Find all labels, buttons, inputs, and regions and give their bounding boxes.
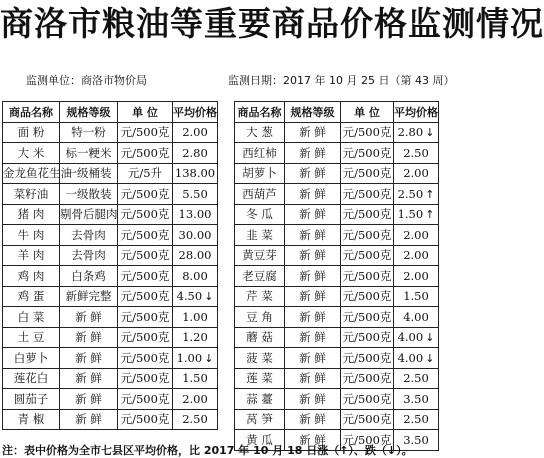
item-unit: 元/500克 [341, 389, 394, 410]
item-price [394, 204, 439, 225]
table-row [235, 307, 439, 328]
item-unit: 元/500克 [341, 286, 394, 307]
item-grade: 新 鲜 [60, 409, 118, 430]
price-value: 28.00 [178, 248, 212, 263]
monitoring-date: 监测日期：2017 年 10 月 25 日（第 43 周） [228, 74, 455, 87]
item-unit: 元/500克 [341, 307, 394, 328]
table-row [235, 184, 439, 205]
table-row [3, 143, 218, 164]
item-grade: 一级桶装 [60, 163, 118, 184]
item-unit: 元/500克 [118, 266, 173, 287]
item-grade: 剔骨后腿肉 [60, 204, 118, 225]
item-price [173, 409, 218, 430]
item-grade: 一级散装 [60, 184, 118, 205]
item-price [394, 266, 439, 287]
price-table-left [2, 101, 218, 430]
table-row [235, 163, 439, 184]
item-name: 芹 菜 [235, 286, 285, 307]
item-name: 羊 肉 [3, 245, 60, 266]
item-price [173, 225, 218, 246]
item-name: 黄豆芽 [235, 245, 285, 266]
item-unit: 元/500克 [118, 327, 173, 348]
item-grade: 新 鲜 [285, 204, 341, 225]
item-name: 大 葱 [235, 122, 285, 143]
price-value: 1.50 [403, 289, 429, 304]
price-value: 2.80 [397, 125, 424, 140]
price-value: 13.00 [178, 207, 212, 222]
price-value: 1.20 [182, 330, 208, 345]
item-grade: 新 鲜 [285, 368, 341, 389]
table-row [235, 389, 439, 410]
item-grade: 新 鲜 [285, 225, 341, 246]
item-price [173, 368, 218, 389]
item-name: 莲 菜 [235, 368, 285, 389]
item-unit: 元/500克 [341, 184, 394, 205]
header-name: 商品名称 [3, 102, 60, 123]
table-row [235, 245, 439, 266]
item-price [394, 389, 439, 410]
item-name: 白 菜 [3, 307, 60, 328]
arrow-down-icon: ↓ [204, 290, 214, 304]
price-value: 30.00 [178, 227, 212, 242]
item-grade: 去骨肉 [60, 225, 118, 246]
item-grade: 新 鲜 [285, 122, 341, 143]
price-value: 4.50 [176, 289, 203, 304]
price-value: 1.50 [182, 371, 208, 386]
price-value: 1.00 [176, 350, 203, 365]
item-name: 面 粉 [3, 122, 60, 143]
item-name: 黄 瓜 [235, 430, 285, 451]
footnote: 注：表中价格为全市七县区平均价格，比 2017 年 10 月 18 日涨（↑）、跌（↓）。 [2, 444, 413, 457]
item-unit: 元/500克 [118, 245, 173, 266]
header-unit: 单 位 [118, 102, 173, 123]
item-unit: 元/500克 [341, 348, 394, 369]
table-row [3, 368, 218, 389]
table-row [3, 307, 218, 328]
item-unit: 元/500克 [341, 122, 394, 143]
table-row [235, 122, 439, 143]
arrow-up-icon: ↑ [425, 208, 435, 222]
item-price [394, 163, 439, 184]
item-name: 莲花白 [3, 368, 60, 389]
item-price [173, 143, 218, 164]
item-name: 莴 笋 [235, 409, 285, 430]
table-row [3, 409, 218, 430]
table-row [235, 368, 439, 389]
price-value: 2.00 [403, 248, 429, 263]
table-row [3, 348, 218, 369]
price-value: 3.50 [403, 432, 429, 447]
price-value: 2.50 [403, 145, 429, 160]
item-name: 菜籽油 [3, 184, 60, 205]
item-grade: 新 鲜 [285, 163, 341, 184]
item-name: 金龙鱼花生油 [3, 163, 60, 184]
item-grade: 新 鲜 [60, 348, 118, 369]
item-grade: 去骨肉 [60, 245, 118, 266]
item-grade: 新 鲜 [285, 245, 341, 266]
table-row [235, 143, 439, 164]
page-title: 商洛市粮油等重要商品价格监测情况 [0, 4, 544, 43]
item-name: 冬 瓜 [235, 204, 285, 225]
header-name: 商品名称 [235, 102, 285, 123]
price-value: 138.00 [174, 166, 216, 181]
table-row [3, 184, 218, 205]
item-price [394, 184, 439, 205]
item-price [173, 307, 218, 328]
item-grade: 新 鲜 [60, 307, 118, 328]
item-price [394, 286, 439, 307]
item-unit: 元/500克 [118, 225, 173, 246]
arrow-down-icon: ↓ [425, 126, 435, 140]
item-price [173, 348, 218, 369]
item-grade: 特一粉 [60, 122, 118, 143]
item-price [394, 122, 439, 143]
table-row [3, 245, 218, 266]
item-grade: 新 鲜 [285, 348, 341, 369]
item-unit: 元/500克 [341, 430, 394, 451]
price-value: 2.00 [403, 166, 429, 181]
item-unit: 元/500克 [341, 327, 394, 348]
item-price [173, 163, 218, 184]
item-unit: 元/500克 [341, 225, 394, 246]
item-grade: 新 鲜 [285, 143, 341, 164]
item-price [173, 327, 218, 348]
item-price [394, 368, 439, 389]
item-name: 蘑 菇 [235, 327, 285, 348]
item-unit: 元/500克 [118, 184, 173, 205]
item-unit: 元/500克 [341, 204, 394, 225]
arrow-down-icon: ↓ [204, 351, 214, 365]
price-value: 2.00 [403, 268, 429, 283]
item-grade: 新 鲜 [60, 368, 118, 389]
table-row [3, 225, 218, 246]
table-row [235, 327, 439, 348]
item-unit: 元/500克 [118, 409, 173, 430]
arrow-up-icon: ↑ [425, 187, 435, 201]
item-name: 牛 肉 [3, 225, 60, 246]
item-grade: 新 鲜 [285, 389, 341, 410]
item-unit: 元/500克 [341, 245, 394, 266]
price-value: 2.00 [182, 391, 208, 406]
item-grade: 新 鲜 [285, 327, 341, 348]
item-name: 胡萝卜 [235, 163, 285, 184]
monitoring-unit: 监测单位：商洛市物价局 [26, 74, 147, 87]
header-unit: 单 位 [341, 102, 394, 123]
item-name: 白萝卜 [3, 348, 60, 369]
item-grade: 新 鲜 [285, 266, 341, 287]
item-grade: 新 鲜 [285, 307, 341, 328]
header-price: 平均价格 [173, 102, 218, 123]
item-grade: 新 鲜 [60, 389, 118, 410]
price-value: 4.00 [397, 330, 424, 345]
item-price [394, 307, 439, 328]
item-name: 西葫芦 [235, 184, 285, 205]
header-grade: 规格等级 [285, 102, 341, 123]
item-grade: 新 鲜 [60, 327, 118, 348]
item-unit: 元/500克 [118, 122, 173, 143]
arrow-down-icon: ↓ [425, 351, 435, 365]
table-row [3, 286, 218, 307]
item-unit: 元/500克 [118, 368, 173, 389]
price-value: 2.50 [403, 371, 429, 386]
item-unit: 元/500克 [341, 143, 394, 164]
price-value: 1.00 [182, 309, 208, 324]
price-value: 4.00 [403, 309, 429, 324]
price-value: 2.50 [397, 186, 424, 201]
item-grade: 新 鲜 [285, 409, 341, 430]
item-price [394, 409, 439, 430]
item-unit: 元/500克 [118, 307, 173, 328]
price-value: 1.50 [397, 207, 424, 222]
item-unit: 元/500克 [341, 368, 394, 389]
price-value: 2.50 [403, 412, 429, 427]
item-price [173, 184, 218, 205]
price-value: 2.00 [403, 227, 429, 242]
price-value: 2.80 [182, 145, 208, 160]
arrow-down-icon: ↓ [425, 331, 435, 345]
item-grade: 新 鲜 [285, 286, 341, 307]
price-table-right [234, 101, 439, 451]
item-unit: 元/5升 [118, 163, 173, 184]
table-row [235, 286, 439, 307]
item-price [394, 143, 439, 164]
item-unit: 元/500克 [118, 348, 173, 369]
item-name: 蒜 薹 [235, 389, 285, 410]
price-value: 2.00 [182, 125, 208, 140]
item-price [173, 389, 218, 410]
table-row [3, 389, 218, 410]
table-row [235, 225, 439, 246]
table-row [235, 204, 439, 225]
item-name: 大 米 [3, 143, 60, 164]
item-name: 圆茄子 [3, 389, 60, 410]
item-price [173, 122, 218, 143]
item-price [394, 327, 439, 348]
item-price [173, 266, 218, 287]
price-value: 4.00 [397, 350, 424, 365]
item-grade: 新 鲜 [285, 184, 341, 205]
item-price [394, 245, 439, 266]
header-grade: 规格等级 [60, 102, 118, 123]
item-unit: 元/500克 [341, 163, 394, 184]
item-unit: 元/500克 [118, 389, 173, 410]
header-price: 平均价格 [394, 102, 439, 123]
table-row [3, 204, 218, 225]
item-unit: 元/500克 [341, 409, 394, 430]
table-row [235, 266, 439, 287]
item-unit: 元/500克 [118, 286, 173, 307]
table-row [235, 409, 439, 430]
item-grade: 新鲜完整 [60, 286, 118, 307]
price-value: 3.50 [403, 391, 429, 406]
item-name: 西红柿 [235, 143, 285, 164]
item-grade: 新 鲜 [285, 430, 341, 451]
item-price [173, 286, 218, 307]
item-name: 韭 菜 [235, 225, 285, 246]
item-name: 鸡 蛋 [3, 286, 60, 307]
item-name: 豆 角 [235, 307, 285, 328]
item-grade: 白条鸡 [60, 266, 118, 287]
item-name: 鸡 肉 [3, 266, 60, 287]
item-name: 猪 肉 [3, 204, 60, 225]
item-name: 土 豆 [3, 327, 60, 348]
item-price [173, 245, 218, 266]
item-unit: 元/500克 [341, 266, 394, 287]
item-unit: 元/500克 [118, 143, 173, 164]
item-name: 青 椒 [3, 409, 60, 430]
table-row [3, 122, 218, 143]
item-grade: 标一粳米 [60, 143, 118, 164]
table-row [3, 266, 218, 287]
price-value: 2.50 [182, 412, 208, 427]
table-row [3, 327, 218, 348]
item-name: 老豆腐 [235, 266, 285, 287]
table-row [235, 348, 439, 369]
price-value: 5.50 [182, 186, 208, 201]
price-value: 8.00 [182, 268, 208, 283]
item-name: 菠 菜 [235, 348, 285, 369]
item-price [173, 204, 218, 225]
item-unit: 元/500克 [118, 204, 173, 225]
item-price [394, 225, 439, 246]
item-price [394, 348, 439, 369]
table-row [3, 163, 218, 184]
